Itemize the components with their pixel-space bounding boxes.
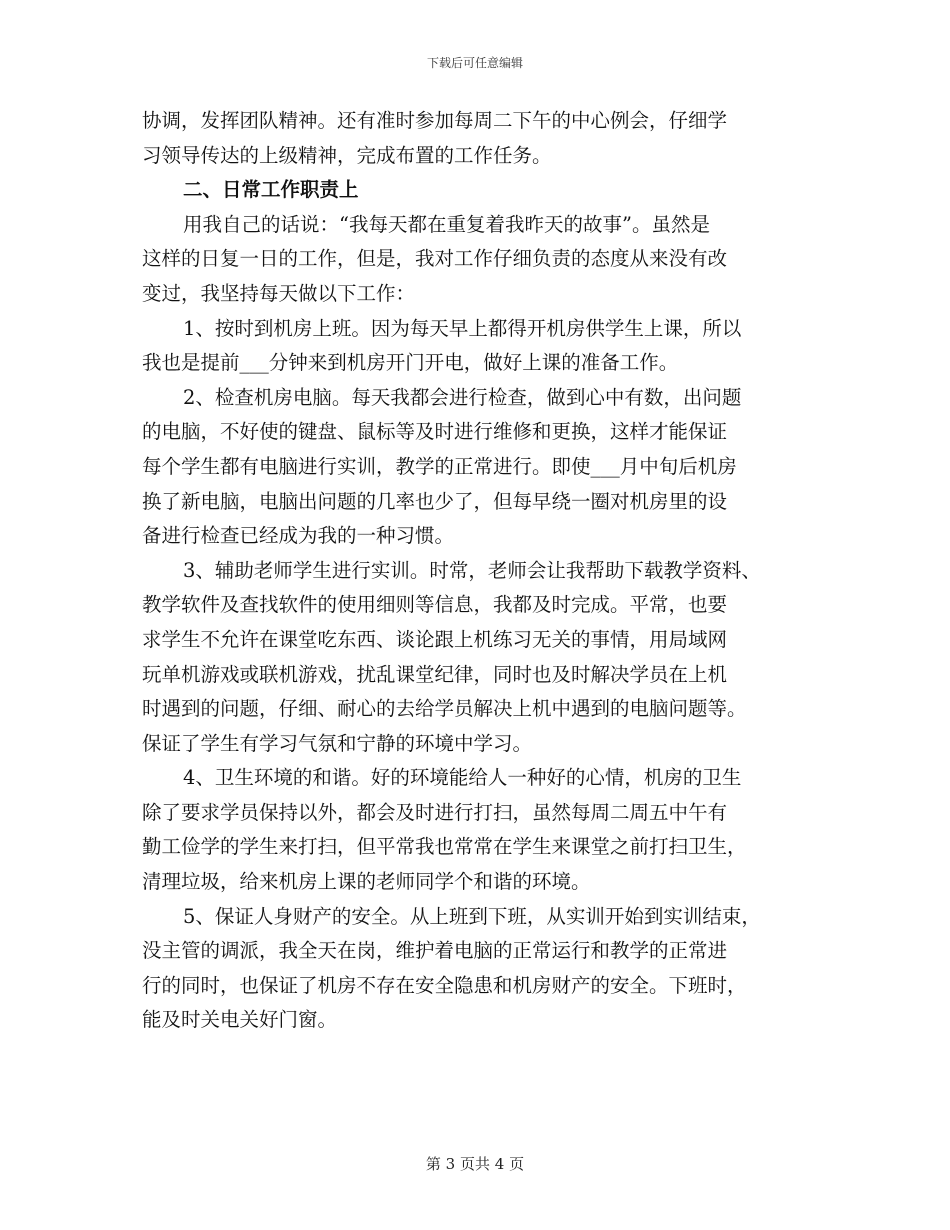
text-line: 变过，我坚持每天做以下工作： (142, 281, 416, 305)
section-heading: 二、日常工作职责上 (183, 178, 359, 202)
list-item-5-line: 5、保证人身财产的安全。从上班到下班，从实训开始到实训结束， (183, 904, 761, 928)
text-line: 求学生不允许在课堂吃东西、谈论跟上机练习无关的事情，用局域网 (142, 627, 728, 651)
text-line: 清理垃圾，给来机房上课的老师同学个和谐的环境。 (142, 870, 591, 894)
text-line: 行的同时，也保证了机房不存在安全隐患和机房财产的安全。下班时， (142, 973, 747, 997)
text-line: 勤工俭学的学生来打扫，但平常我也常常在学生来课堂之前打扫卫生， (142, 835, 747, 859)
text-line: 玩单机游戏或联机游戏，扰乱课堂纪律，同时也及时解决学员在上机 (142, 662, 728, 686)
text-line: 保证了学生有学习气氛和宁静的环境中学习。 (142, 731, 533, 755)
text-line: 每个学生都有电脑进行实训，教学的正常进行。即使___月中旬后机房 (142, 454, 737, 478)
text-line: 协调，发挥团队精神。还有准时参加每周二下午的中心例会，仔细学 (142, 109, 728, 132)
text-line: 用我自己的话说：“我每天都在重复着我昨天的故事”。虽然是 (183, 212, 710, 236)
list-item-3-line: 3、辅助老师学生进行实训。时常，老师会让我帮助下载教学资料、 (183, 558, 761, 582)
text-line: 时遇到的问题，仔细、耐心的去给学员解决上机中遇到的电脑问题等。 (142, 697, 747, 721)
text-line: 备进行检查已经成为我的一种习惯。 (142, 524, 455, 548)
text-line: 的电脑，不好使的键盘、鼠标等及时进行维修和更换，这样才能保证 (142, 420, 728, 444)
page-number: 第 3 页共 4 页 (425, 1155, 525, 1173)
document-body (142, 104, 812, 1038)
text-line: 没主管的调派，我全天在岗，维护着电脑的正常运行和教学的正常进 (142, 939, 728, 963)
list-item-4-line: 4、卫生环境的和谐。好的环境能给人一种好的心情，机房的卫生 (183, 766, 742, 790)
text-line: 能及时关电关好门窗。 (142, 1008, 338, 1032)
text-line: 这样的日复一日的工作，但是，我对工作仔细负责的态度从来没有改 (142, 247, 728, 271)
list-item-2-line: 2、检查机房电脑。每天我都会进行检查，做到心中有数，出问题 (183, 385, 742, 409)
text-line: 除了要求学员保持以外，都会及时进行打扫，虽然每周二周五中午有 (142, 800, 728, 824)
text-line: 习领导传达的上级精神，完成布置的工作任务。 (142, 143, 552, 167)
text-line: 换了新电脑，电脑出问题的几率也少了，但每早绕一圈对机房里的设 (142, 489, 728, 513)
list-item-1-line: 1、按时到机房上班。因为每天早上都得开机房供学生上课，所以 (183, 316, 742, 340)
text-line: 我也是提前___分钟来到机房开门开电，做好上课的准备工作。 (142, 351, 679, 375)
text-line: 教学软件及查找软件的使用细则等信息，我都及时完成。平常，也要 (142, 593, 728, 617)
header-note: 下载后可任意编辑 (426, 56, 523, 70)
